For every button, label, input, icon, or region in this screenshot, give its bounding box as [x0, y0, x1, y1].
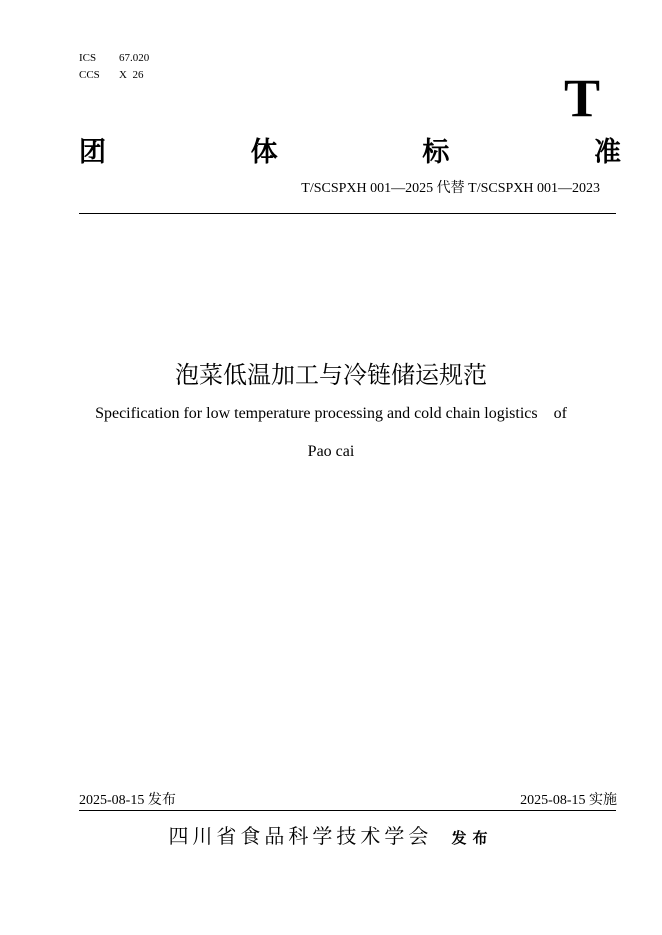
- standard-type-char: 准: [593, 137, 621, 168]
- ccs-label: CCS: [79, 69, 100, 81]
- implementation-date: 2025-08-15 实施: [520, 793, 617, 808]
- category-mark: T: [563, 68, 600, 128]
- document-title-en-line1: Specification for low temperature processing and cold chain logistics of: [95, 405, 567, 422]
- issue-date: 2025-08-15 发布: [79, 793, 176, 808]
- ccs-row: [79, 67, 149, 84]
- publisher-name: 四川省食品科学技术学会: [168, 824, 433, 848]
- standard-type-char: 团: [79, 137, 106, 168]
- ics-row: [79, 50, 149, 67]
- ccs-value: X 26: [119, 69, 144, 81]
- ics-label: ICS: [79, 52, 97, 64]
- document-title-en-line2: Pao cai: [307, 443, 355, 460]
- footer-divider: [79, 810, 616, 811]
- document-title-zh: 泡菜低温加工与冷链储运规范: [175, 361, 487, 389]
- publish-action: 发布: [451, 829, 494, 847]
- ics-value: 67.020: [119, 52, 150, 64]
- standard-type-heading: [79, 135, 621, 171]
- publisher-line: [0, 822, 662, 852]
- standard-type-char: 标: [422, 137, 450, 168]
- standard-number: T/SCSPXH 001—2025 代替 T/SCSPXH 001—2023: [301, 181, 600, 196]
- classification-codes: [79, 50, 149, 84]
- header-divider: [79, 213, 616, 214]
- standard-type-char: 体: [250, 137, 278, 168]
